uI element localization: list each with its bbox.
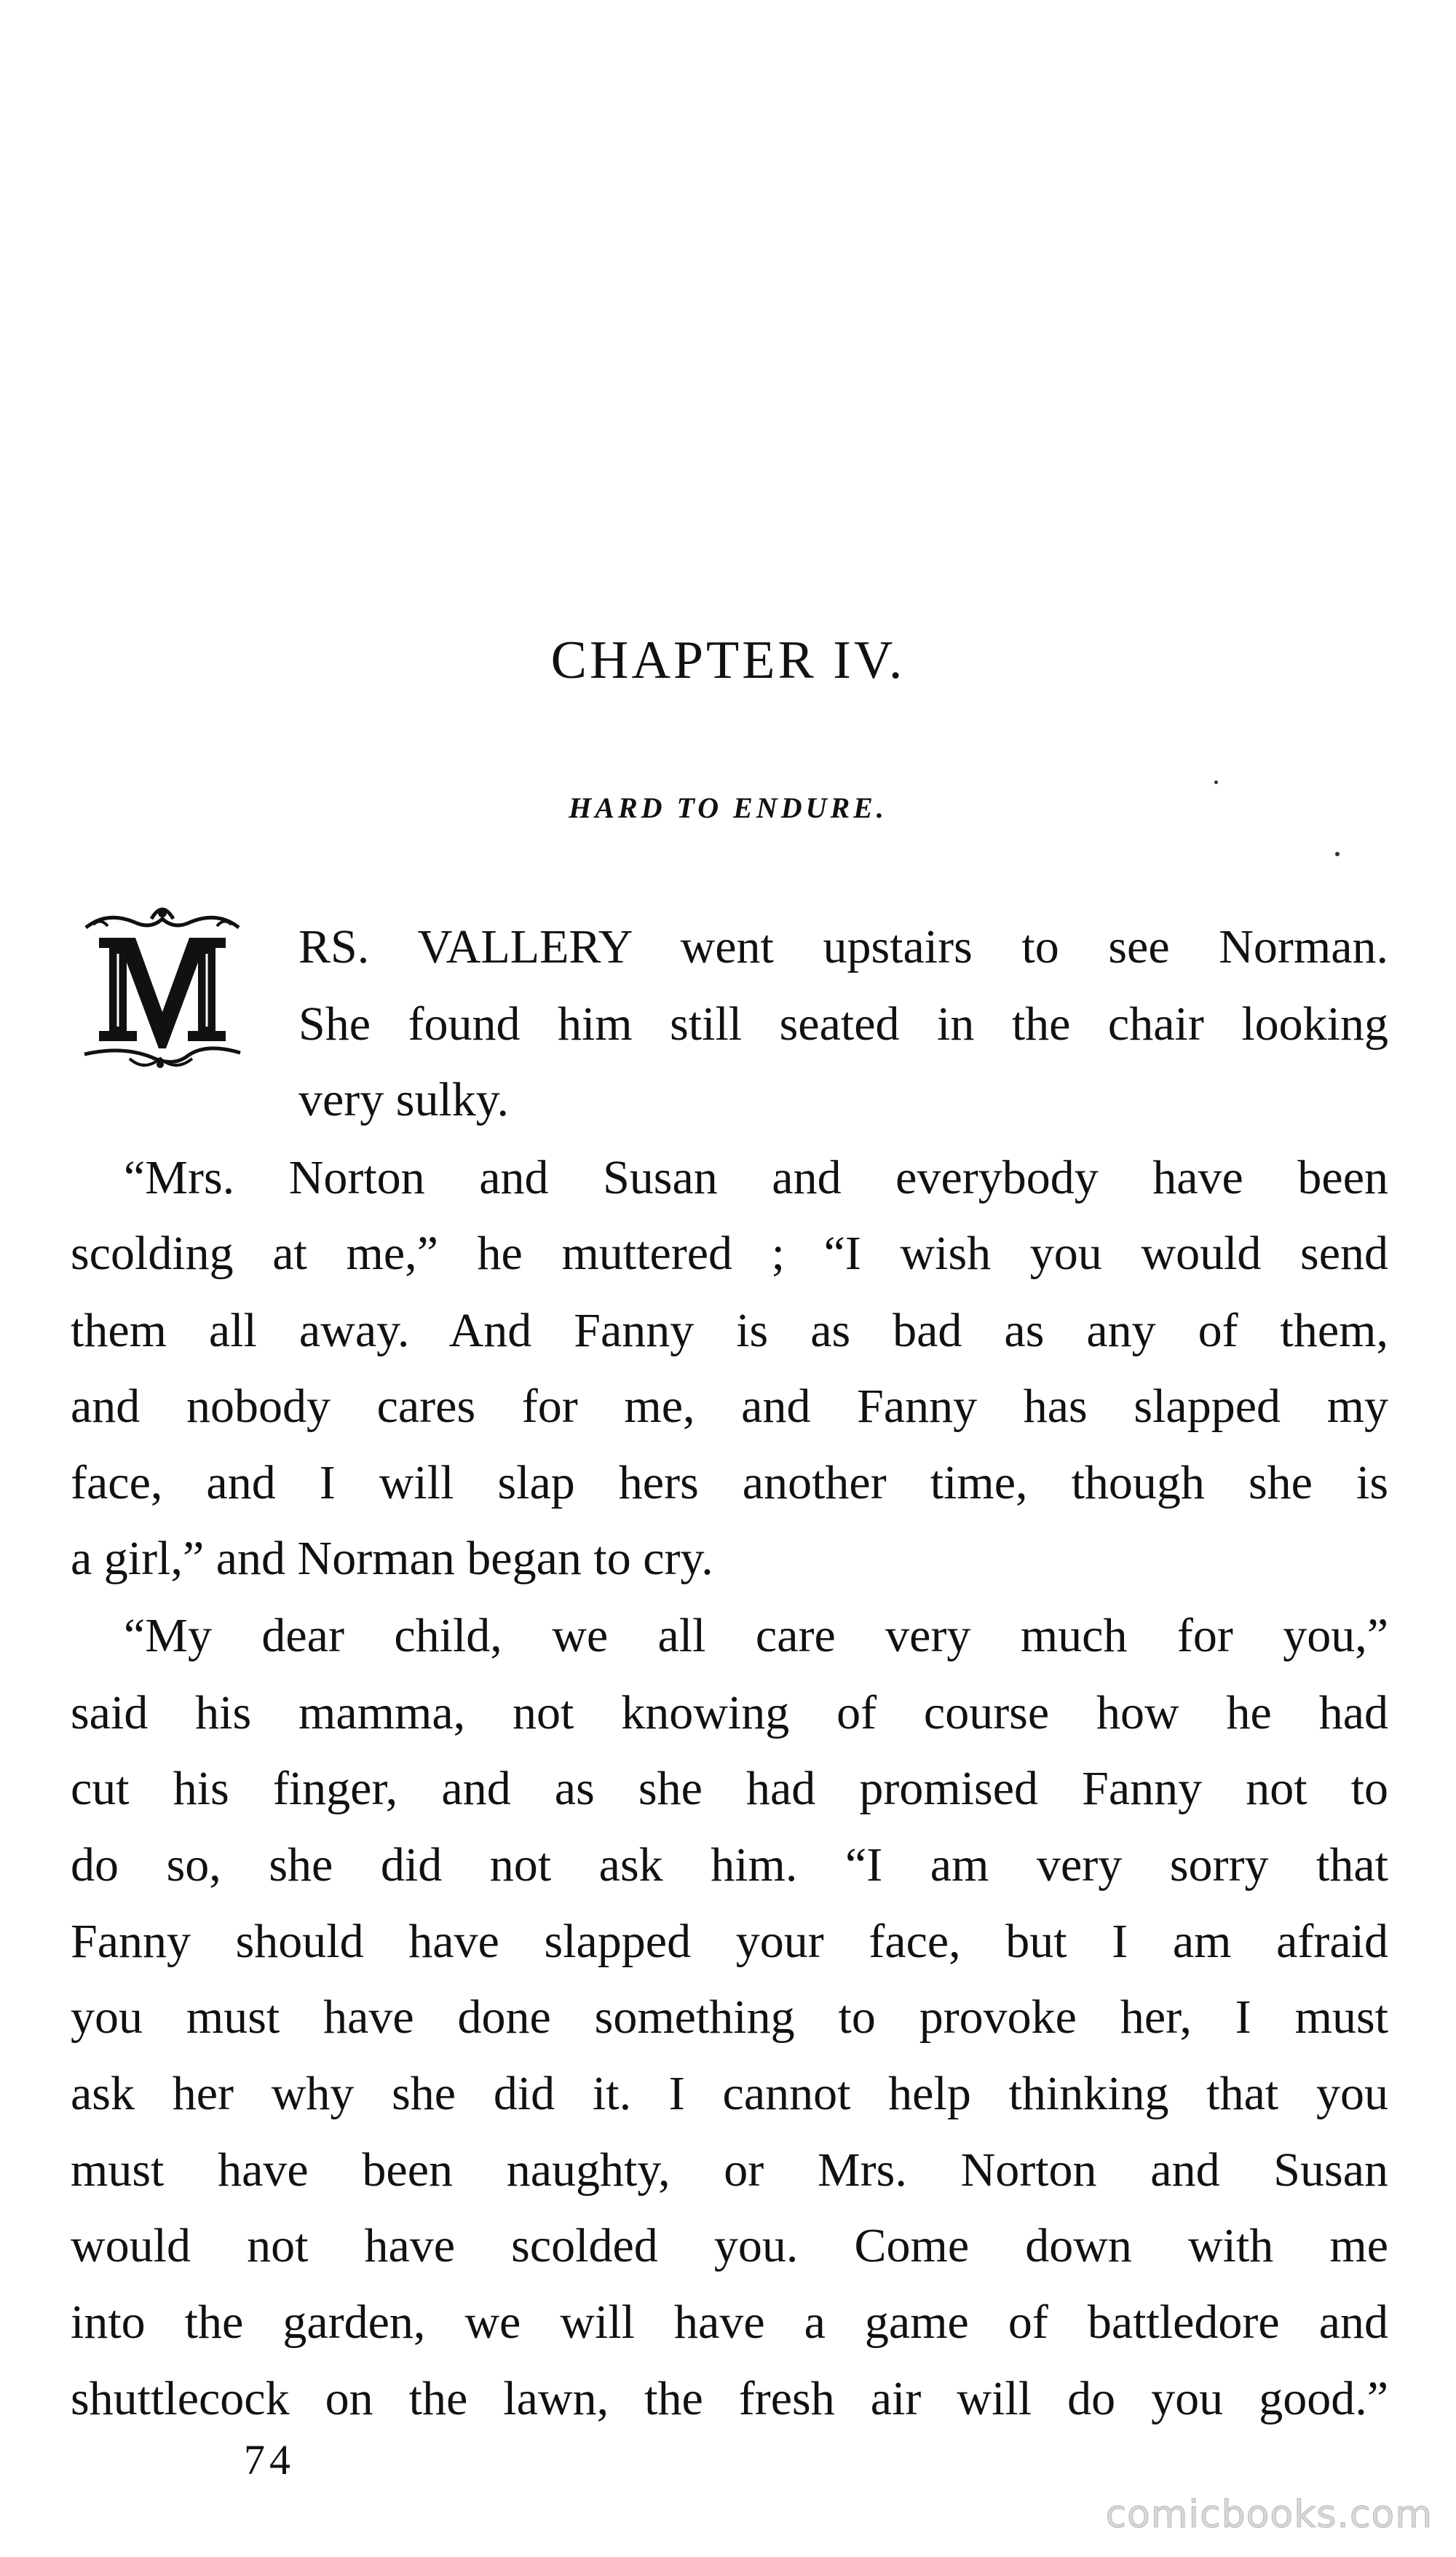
text-line: into the garden, we will have a game of battledore and: [71, 2296, 1388, 2349]
watermark: comicbooks.com: [1105, 2493, 1433, 2537]
text-line: “Mrs. Norton and Susan and everybody have been: [124, 1151, 1388, 1204]
text-line: ask her why she did it. I cannot help thinking that you: [71, 2067, 1388, 2120]
text-line: RS. VALLERY went upstairs to see Norman.: [298, 920, 1388, 973]
chapter-subtitle: HARD TO ENDURE.: [569, 791, 887, 824]
text-line: very sulky.: [298, 1073, 510, 1126]
text-line: cut his finger, and as she had promised Fanny not to: [71, 1762, 1388, 1815]
text-line: would not have scolded you. Come down with me: [71, 2219, 1388, 2272]
ink-speck: [1335, 852, 1340, 856]
page-number: 74: [244, 2436, 295, 2483]
text-line: face, and I will slap hers another time, though she is: [71, 1456, 1388, 1509]
chapter-title: CHAPTER IV.: [550, 631, 906, 690]
text-line: “My dear child, we all care very much for you,”: [124, 1609, 1388, 1662]
text-line: a girl,” and Norman began to cry.: [71, 1532, 713, 1585]
text-line: you must have done something to provoke her, I must: [71, 1991, 1388, 2044]
ink-speck: [1214, 780, 1218, 784]
text-line: shuttlecock on the lawn, the fresh air will do you good.”: [71, 2372, 1388, 2425]
text-line: them all away. And Fanny is as bad as any of them,: [71, 1304, 1388, 1357]
text-line: scolding at me,” he muttered ; “I wish you would send: [71, 1227, 1388, 1280]
text-line: do so, she did not ask him. “I am very sorry that: [71, 1838, 1388, 1892]
text-line: Fanny should have slapped your face, but I am afraid: [71, 1915, 1388, 1968]
text-line: must have been naughty, or Mrs. Norton and Susan: [71, 2143, 1388, 2197]
drop-cap-ornament: [79, 903, 246, 1072]
text-line: said his mamma, not knowing of course how he had: [71, 1686, 1388, 1739]
text-line: She found him still seated in the chair looking: [298, 997, 1388, 1051]
text-line: and nobody cares for me, and Fanny has slapped my: [71, 1380, 1388, 1433]
